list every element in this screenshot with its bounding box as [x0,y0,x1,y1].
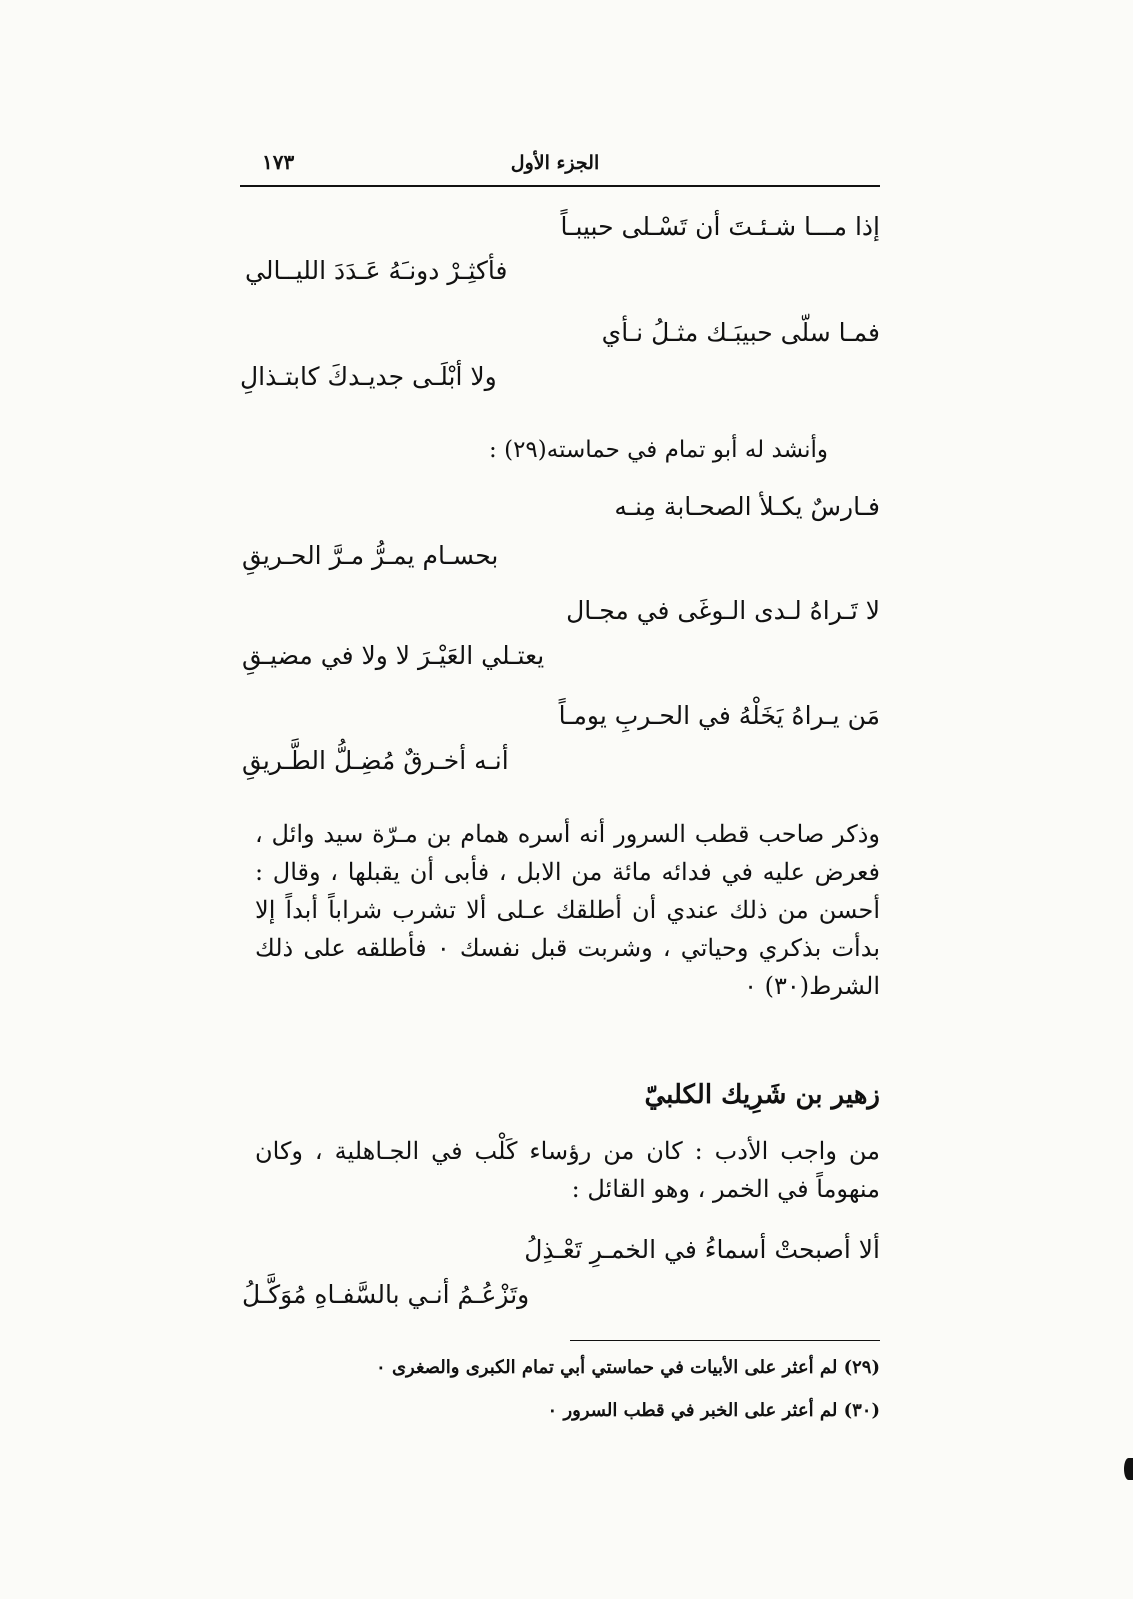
running-header-title: الجزء الأول [510,152,600,174]
footnote-rule [570,1340,880,1341]
verse-line: وتَزْعُـمُ أنـي بالسَّفـاهِ مُوَكَّـلُ [242,1280,530,1309]
header-rule [240,185,880,187]
section-heading: زهير بن شَرِيك الكلبيّ [644,1080,880,1110]
verse-line: فمـا سلّى حبيبَـك مثـلُ نـأي [601,318,880,347]
verse-line: فأكثِـرْ دونـَهُ عَـدَدَ الليــالي [245,256,508,285]
verse-line: يعتـلي العَيْـرَ لا ولا في مضيـقِ [242,641,545,670]
verse-line: إذا مـــا شـئـتَ أن تَسْـلى حبيبـاً [560,212,880,241]
intro-line: وأنشد له أبو تمام في حماسته(٢٩) : [489,437,828,463]
prose-paragraph: من واجب الأدب : كان من رؤساء كَلْب في الجـاهلية ، وكان منهوماً في الخمر ، وهو القائل : [255,1137,880,1203]
footnote: (٢٩) لم أعثر على الأبيات في حماستي أبي تمام الكبرى والصغرى ٠ [376,1357,880,1378]
verse-line: مَن يـراهُ يَخَلْهُ في الحـربِ يومـاً [558,701,880,730]
footnote: (٣٠) لم أعثر على الخبر في قطب السرور ٠ [547,1400,880,1421]
page-number: ١٧٣ [262,150,295,174]
verse-line: فـارسٌ يكـلأ الصحـابة مِنـه [614,492,880,521]
verse-line: أنـه أخـرقٌ مُضِـلُّ الطَّـريقِ [242,746,509,775]
scan-edge-mark [1124,1458,1133,1480]
verse-line: ألا أصبحتْ أسماءُ في الخمـرِ تَعْـذِلُ [524,1235,880,1264]
verse-line: بحسـام يمـرُّ مـرَّ الحـريقِ [242,541,499,570]
verse-line: لا تَـراهُ لـدى الـوغَى في مجـال [566,596,880,625]
prose-paragraph: وذكر صاحب قطب السرور أنه أسره همام بن مـرّة سيد وائل ، فعرض عليه في فدائه مائة من الابل ، فأبى أن يقبلها ، وقال : أحسن من ذلك عندي أن أطلقك عـلى ألا تشرب شراباً أبداً إلا بدأت بذكري وحياتي ، وشربت قبل نفسك ٠ فأطلقه على ذلك الشرط(٣٠) ٠ [255,820,880,1000]
verse-line: ولا أبْلَـى جديـدكَ كابتـذالِ [240,362,497,391]
